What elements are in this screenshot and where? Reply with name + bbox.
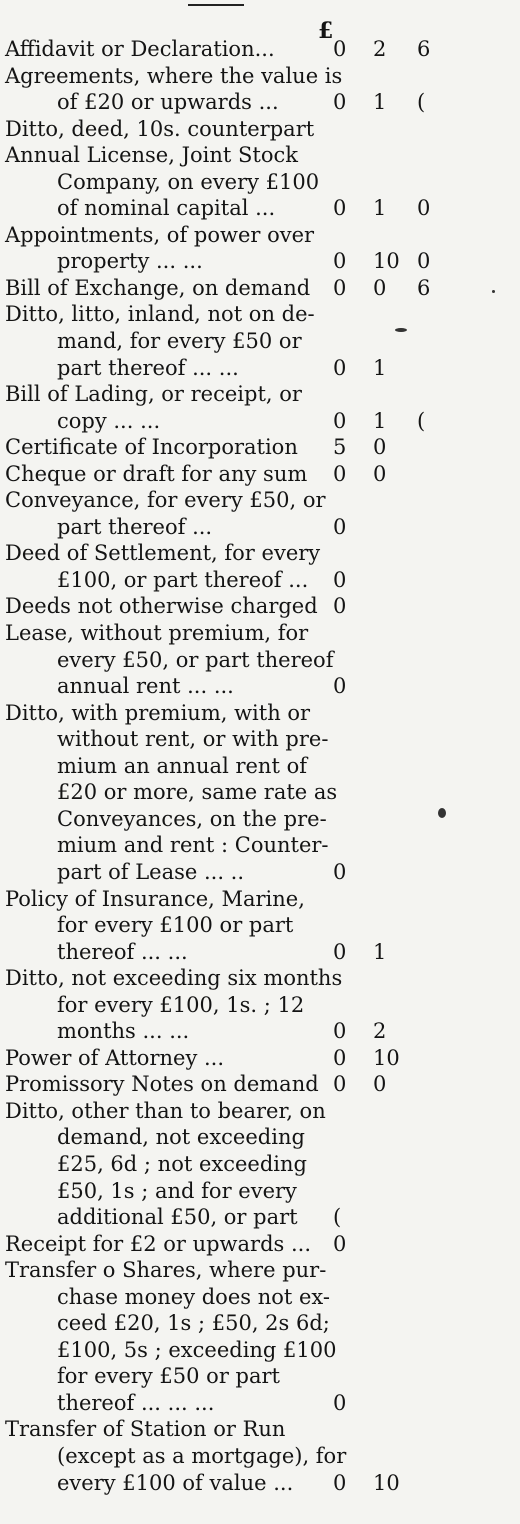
shillings-value: 10 — [373, 1470, 400, 1495]
entry-text: annual rent ... ... — [57, 674, 234, 699]
shillings-value: 0 — [373, 275, 387, 300]
entry-text: every £100 of value ... — [57, 1470, 294, 1495]
pounds-value: 0 — [333, 355, 347, 380]
pounds-value: 0 — [333, 275, 347, 300]
entry-text: months ... ... — [57, 1019, 190, 1044]
duty-entry — [5, 886, 515, 966]
pence-value: 6 — [417, 275, 431, 300]
entry-text: Lease, without premium, for — [5, 621, 309, 646]
duty-entry — [5, 620, 515, 700]
entry-text: thereof ... ... — [57, 939, 188, 964]
entry-text: Bill of Exchange, on demand — [5, 275, 311, 300]
pounds-value: 0 — [333, 939, 347, 964]
shillings-value: 10 — [373, 1045, 400, 1070]
duty-entry — [5, 1045, 515, 1072]
entry-text: Certificate of Incorporation — [5, 435, 298, 460]
entry-text: ceed £20, 1s ; £50, 2s 6d; — [57, 1311, 330, 1336]
entry-text: for every £100, 1s. ; 12 — [57, 992, 305, 1017]
pounds-value: 0 — [333, 461, 347, 486]
shillings-value: 2 — [373, 1019, 387, 1044]
top-rule — [188, 4, 244, 6]
entry-text: £100, 5s ; exceeding £100 — [57, 1337, 337, 1362]
shillings-value: 1 — [373, 408, 387, 433]
shillings-value: 1 — [373, 939, 387, 964]
pounds-value: 0 — [333, 514, 347, 539]
pounds-value: 0 — [333, 1390, 347, 1415]
entry-text: for every £100 or part — [57, 913, 294, 938]
entry-text: Policy of Insurance, Marine, — [5, 886, 305, 911]
entry-text: Receipt for £2 or upwards ... — [5, 1231, 312, 1256]
ink-speck — [395, 328, 407, 332]
duty-entry — [5, 1416, 515, 1496]
entry-text: mand, for every £50 or — [57, 329, 302, 354]
pence-value: 0 — [417, 249, 431, 274]
pence-value: ( — [417, 408, 426, 433]
entry-text: every £50, or part thereof — [57, 647, 334, 672]
duty-entry — [5, 1071, 515, 1098]
entry-text: Deeds not otherwise charged — [5, 594, 318, 619]
ink-speck — [438, 808, 446, 818]
pounds-value: 0 — [333, 196, 347, 221]
entry-text: property ... ... — [57, 249, 203, 274]
pounds-value: 0 — [333, 90, 347, 115]
shillings-value: 0 — [373, 435, 387, 460]
pounds-value: 0 — [333, 1045, 347, 1070]
pence-value: 0 — [417, 196, 431, 221]
entry-text: mium an annual rent of — [57, 753, 307, 778]
duty-entry — [5, 1257, 515, 1416]
duty-entry — [5, 1231, 515, 1258]
entry-text: £25, 6d ; not exceeding — [57, 1151, 307, 1176]
pounds-value: 0 — [333, 37, 347, 61]
pounds-value: 0 — [333, 249, 347, 274]
entry-text: mium and rent : Counter- — [57, 833, 329, 858]
entry-text: £50, 1s ; and for every — [57, 1178, 297, 1203]
entry-text: Power of Attorney ... — [5, 1045, 225, 1070]
shillings-value: 1 — [373, 355, 387, 380]
entry-text: Bill of Lading, or receipt, or — [5, 382, 302, 407]
pounds-value: 0 — [333, 567, 347, 592]
entry-text: Ditto, other than to bearer, on — [5, 1098, 326, 1123]
entry-text: Transfer of Station or Run — [5, 1417, 286, 1442]
duty-entry — [5, 700, 515, 886]
entry-text: Conveyances, on the pre- — [57, 806, 327, 831]
entry-text: Deed of Settlement, for every — [5, 541, 321, 566]
pounds-value: 0 — [333, 674, 347, 699]
duty-entry — [5, 116, 515, 143]
duty-entry — [5, 63, 515, 116]
pounds-value: 0 — [333, 1470, 347, 1495]
duty-entry — [5, 222, 515, 275]
entry-text: without rent, or with pre- — [57, 727, 329, 752]
shillings-value: 1 — [373, 90, 387, 115]
entry-text: Cheque or draft for any sum — [5, 461, 308, 486]
entry-text: Appointments, of power over — [5, 222, 315, 247]
duty-entry — [5, 487, 515, 540]
entry-text: demand, not exceeding — [57, 1125, 305, 1150]
duty-entry — [5, 36, 515, 63]
stamp-duty-list — [5, 36, 515, 1496]
duty-entry — [5, 965, 515, 1045]
entry-text: (except as a mortgage), for — [57, 1443, 347, 1468]
duty-entry — [5, 540, 515, 593]
shillings-value: 10 — [373, 249, 400, 274]
pounds-value: 0 — [333, 408, 347, 433]
entry-text: copy ... ... — [57, 408, 161, 433]
ink-speck — [492, 290, 495, 293]
entry-text: for every £50 or part — [57, 1364, 280, 1389]
duty-entry — [5, 461, 515, 488]
entry-text: Transfer o Shares, where pur- — [5, 1258, 327, 1283]
entry-text: part thereof ... — [57, 514, 213, 539]
entry-text: Conveyance, for every £50, or — [5, 488, 326, 513]
pounds-value: 0 — [333, 1231, 347, 1256]
pounds-value: 0 — [333, 594, 347, 619]
shillings-value: 2 — [373, 37, 387, 61]
entry-text: Ditto, deed, 10s. counterpart — [5, 116, 315, 141]
entry-text: of nominal capital ... — [57, 196, 276, 221]
currency-header: £ — [318, 18, 334, 44]
duty-entry — [5, 142, 515, 222]
entry-text: additional £50, or part — [57, 1205, 298, 1230]
entry-text: Annual License, Joint Stock — [5, 143, 298, 168]
duty-entry — [5, 593, 515, 620]
pounds-value: 0 — [333, 1019, 347, 1044]
entry-text: part of Lease ... .. — [57, 859, 245, 884]
pounds-value: 0 — [333, 1072, 347, 1097]
entry-text: Promissory Notes on demand — [5, 1072, 319, 1097]
shillings-value: 0 — [373, 461, 387, 486]
duty-entry — [5, 301, 515, 381]
entry-text: Company, on every £100 — [57, 169, 320, 194]
entry-text: Ditto, litto, inland, not on de- — [5, 302, 315, 327]
duty-entry — [5, 275, 515, 302]
pounds-value: 0 — [333, 859, 347, 884]
pounds-value: 5 — [333, 435, 347, 460]
pence-value: 6 — [417, 37, 431, 61]
duty-entry — [5, 381, 515, 434]
entry-text: part thereof ... ... — [57, 355, 239, 380]
entry-text: £20 or more, same rate as — [57, 780, 338, 805]
entry-text: Ditto, with premium, with or — [5, 700, 311, 725]
entry-text: thereof ... ... ... — [57, 1390, 215, 1415]
shillings-value: 0 — [373, 1072, 387, 1097]
entry-text: Affidavit or Declaration... — [5, 37, 275, 61]
duty-entry — [5, 1098, 515, 1231]
pence-value: ( — [417, 90, 426, 115]
pounds-value: ( — [333, 1205, 342, 1230]
entry-text: of £20 or upwards ... — [57, 90, 279, 115]
shillings-value: 1 — [373, 196, 387, 221]
entry-text: £100, or part thereof ... — [57, 567, 309, 592]
entry-text: Ditto, not exceeding six months — [5, 966, 343, 991]
entry-text: chase money does not ex- — [57, 1284, 330, 1309]
duty-entry — [5, 434, 515, 461]
entry-text: Agreements, where the value is — [5, 63, 343, 88]
